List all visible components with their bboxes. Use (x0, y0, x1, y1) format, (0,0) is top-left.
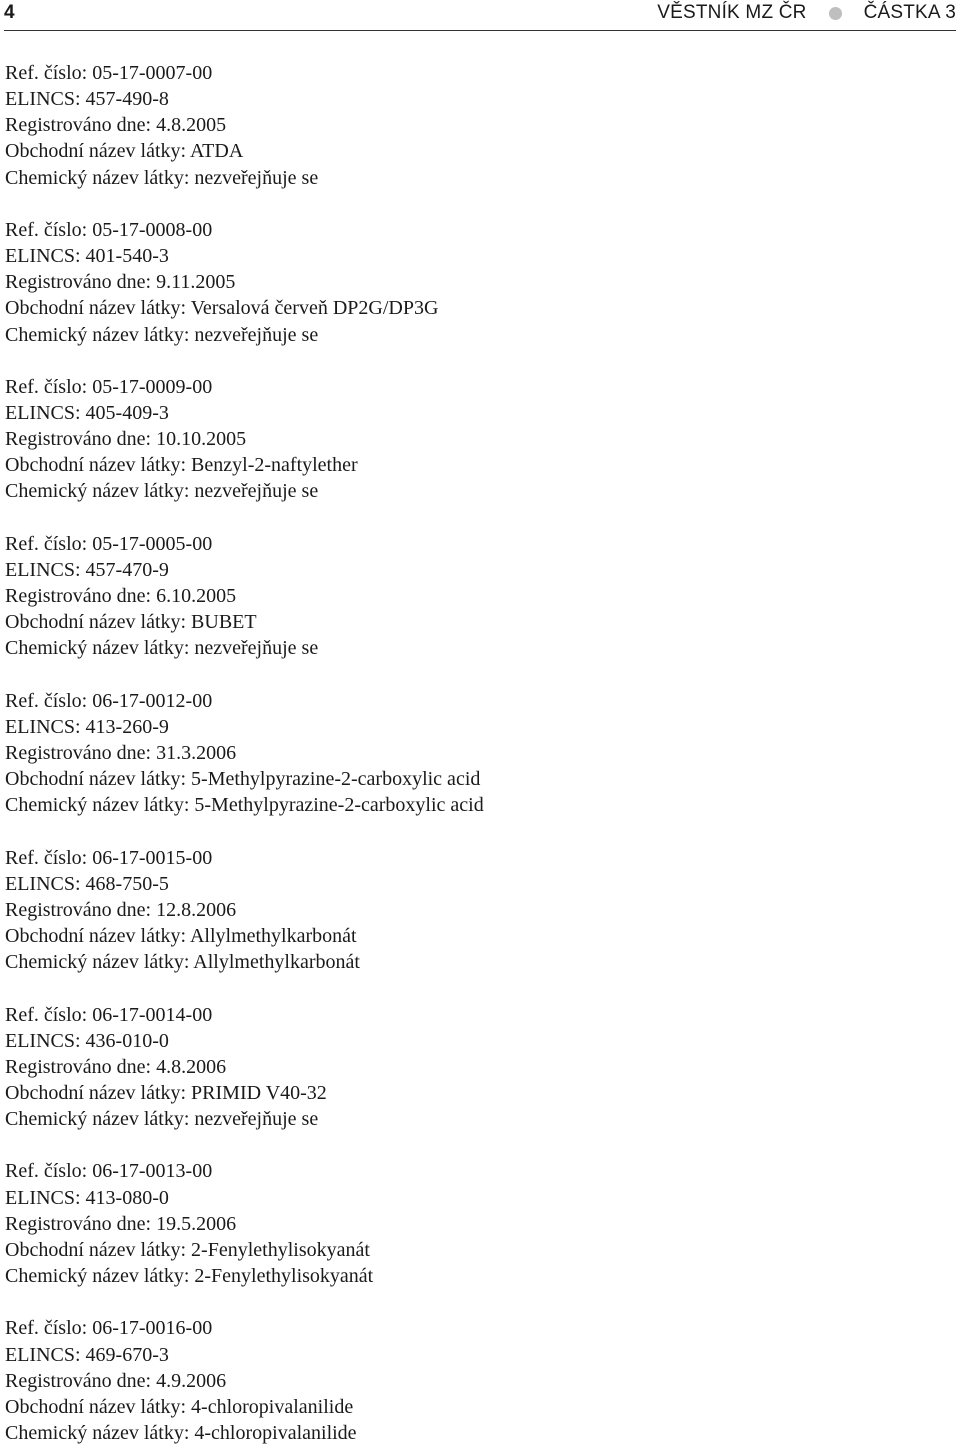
chemical-name: Chemický název látky: nezveřejňuje se (5, 323, 319, 346)
registration-record (5, 1315, 484, 1446)
elincs-number: ELINCS: 413-260-9 (5, 715, 169, 738)
elincs-number: ELINCS: 436-010-0 (5, 1029, 169, 1052)
ref-number: Ref. číslo: 06-17-0014-00 (5, 1003, 213, 1026)
chemical-name: Chemický název látky: nezveřejňuje se (5, 637, 319, 660)
registration-date: Registrováno dne: 10.10.2005 (5, 428, 247, 451)
ref-number: Ref. číslo: 05-17-0005-00 (5, 532, 213, 555)
elincs-number: ELINCS: 457-490-8 (5, 88, 169, 111)
separator-bullet-icon (829, 7, 842, 20)
ref-number: Ref. číslo: 06-17-0016-00 (5, 1317, 213, 1340)
ref-number: Ref. číslo: 06-17-0015-00 (5, 846, 213, 869)
trade-name: Obchodní název látky: PRIMID V40-32 (5, 1082, 327, 1104)
trade-name: Obchodní název látky: Allylmethylkarbonát (5, 925, 357, 948)
ref-number: Ref. číslo: 05-17-0008-00 (5, 218, 213, 241)
ref-number: Ref. číslo: 06-17-0013-00 (5, 1160, 213, 1183)
trade-name: Obchodní název látky: BUBET (5, 611, 257, 634)
elincs-number: ELINCS: 468-750-5 (5, 872, 169, 895)
chemical-name: Chemický název látky: Allylmethylkarbonát (5, 951, 360, 974)
chemical-name: Chemický název látky: 5-Methylpyrazine-2-carboxylic acid (5, 794, 484, 817)
registration-record (5, 60, 484, 191)
registration-record (5, 1002, 484, 1133)
ref-number: Ref. číslo: 05-17-0007-00 (5, 62, 213, 84)
ref-number: Ref. číslo: 05-17-0009-00 (5, 375, 213, 398)
elincs-number: ELINCS: 401-540-3 (5, 245, 169, 268)
chemical-name: Chemický název látky: 4-chloropivalanilide (5, 1422, 357, 1444)
registration-record (5, 688, 484, 819)
trade-name: Obchodní název látky: 4-chloropivalanilide (5, 1395, 354, 1418)
page-number: 4 (4, 2, 15, 23)
section-label: ČÁSTKA 3 (863, 2, 956, 23)
registration-list (5, 60, 484, 1446)
running-head (657, 0, 956, 26)
registration-date: Registrováno dne: 31.3.2006 (5, 742, 237, 764)
page-header (4, 0, 956, 31)
trade-name: Obchodní název látky: ATDA (5, 140, 244, 163)
registration-date: Registrováno dne: 4.8.2005 (5, 114, 227, 137)
registration-record (5, 845, 484, 976)
chemical-name: Chemický název látky: 2-Fenylethylisokyanát (5, 1265, 374, 1288)
trade-name: Obchodní název látky: Versalová červeň DP2G/DP3G (5, 297, 439, 320)
registration-record (5, 531, 484, 662)
trade-name: Obchodní název látky: Benzyl-2-naftylether (5, 454, 358, 477)
registration-date: Registrováno dne: 4.9.2006 (5, 1369, 227, 1392)
chemical-name: Chemický název látky: nezveřejňuje se (5, 166, 319, 189)
registration-date: Registrováno dne: 9.11.2005 (5, 271, 236, 294)
registration-date: Registrováno dne: 4.8.2006 (5, 1055, 227, 1078)
registration-date: Registrováno dne: 12.8.2006 (5, 898, 237, 921)
ref-number: Ref. číslo: 06-17-0012-00 (5, 689, 213, 712)
registration-record (5, 374, 484, 505)
chemical-name: Chemický název látky: nezveřejňuje se (5, 480, 319, 503)
trade-name: Obchodní název látky: 5-Methylpyrazine-2-carboxylic acid (5, 768, 481, 791)
trade-name: Obchodní název látky: 2-Fenylethylisokyanát (5, 1238, 370, 1261)
registration-record (5, 1158, 484, 1289)
registration-date: Registrováno dne: 19.5.2006 (5, 1212, 237, 1235)
chemical-name: Chemický název látky: nezveřejňuje se (5, 1108, 319, 1131)
elincs-number: ELINCS: 457-470-9 (5, 558, 169, 581)
registration-record (5, 217, 484, 348)
registration-date: Registrováno dne: 6.10.2005 (5, 585, 237, 608)
journal-title: VĚSTNÍK MZ ČR (657, 2, 807, 23)
elincs-number: ELINCS: 413-080-0 (5, 1186, 169, 1209)
elincs-number: ELINCS: 405-409-3 (5, 402, 169, 424)
elincs-number: ELINCS: 469-670-3 (5, 1343, 169, 1366)
